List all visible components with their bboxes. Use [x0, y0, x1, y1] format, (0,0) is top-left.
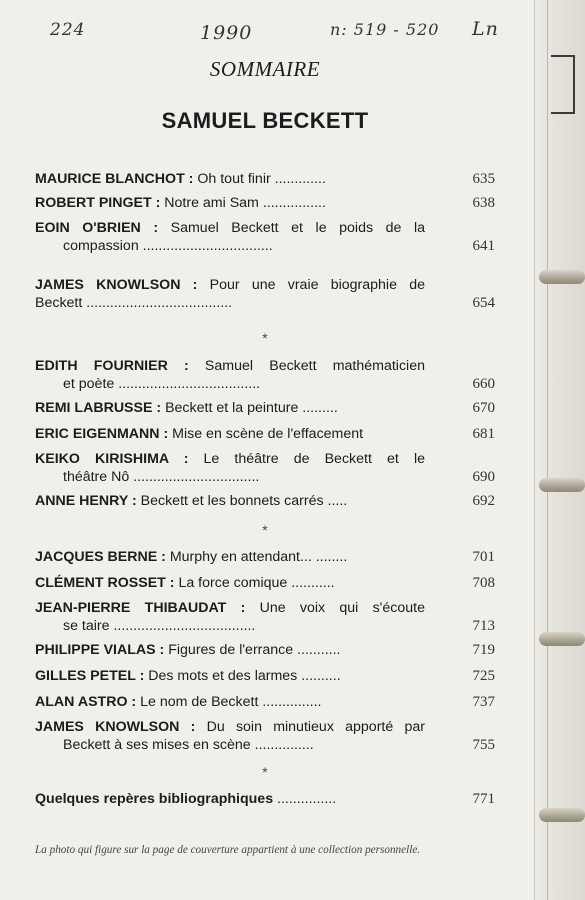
toc-entry [35, 599, 495, 635]
entry-author: Quelques repères bibliographiques [35, 791, 274, 807]
entry-title: Pour une vraie biographie de [197, 277, 425, 293]
entry-page: 771 [472, 791, 495, 807]
entry-page: 719 [472, 642, 495, 658]
entry-author: JAMES KNOWLSON : [35, 719, 196, 735]
entry-author: ANNE HENRY : [35, 493, 137, 509]
binding-bracket [551, 55, 575, 114]
handwritten-year: 1990 [200, 22, 253, 44]
issue-subject: SAMUEL BECKETT [161, 108, 369, 133]
binding-ring-4 [539, 808, 585, 822]
entry-page: 654 [472, 295, 495, 311]
page-title: SOMMAIRE [209, 57, 321, 81]
binding-ring-1 [539, 270, 585, 284]
entry-title-cont: Beckett à ses mises en scène ............... [63, 737, 314, 753]
entry-page: 690 [472, 469, 495, 485]
toc-entry [35, 399, 495, 417]
toc-entry [35, 276, 495, 312]
toc-entry [35, 574, 495, 592]
entry-title-cont: Beckett ..................................... [35, 295, 233, 311]
entry-title: Mise en scène de l'effacement [168, 426, 364, 442]
entry-author: ROBERT PINGET : [35, 195, 161, 211]
entry-title: Une voix qui s'écoute [245, 600, 425, 616]
entry-page: 725 [472, 668, 495, 684]
entry-author: JAMES KNOWLSON : [35, 277, 198, 293]
entry-title: Des mots et des larmes .......... [144, 668, 341, 684]
entry-title-cont: théâtre Nô ................................ [63, 469, 260, 485]
entry-title: La force comique ........... [174, 575, 335, 591]
toc-entry [35, 548, 495, 566]
entry-page: 681 [472, 426, 495, 442]
entry-page: 692 [472, 493, 495, 509]
entry-author: ALAN ASTRO : [35, 694, 137, 710]
entry-page: 638 [472, 195, 495, 211]
entry-author: EOIN O'BRIEN : [35, 220, 159, 236]
entry-title: Figures de l'errance ........... [164, 642, 341, 658]
entry-title: ............... [273, 791, 337, 807]
toc-entry [35, 718, 495, 754]
entry-author: EDITH FOURNIER : [35, 358, 189, 374]
entry-title: Le théâtre de Beckett et le [188, 451, 425, 467]
entry-page: 641 [472, 238, 495, 254]
entry-author: JACQUES BERNE : [35, 549, 166, 565]
entry-author: GILLES PETEL : [35, 668, 145, 684]
entry-author: CLÉMENT ROSSET : [35, 575, 175, 591]
spiral-binding [534, 0, 585, 900]
toc-entry [35, 219, 495, 255]
photo-credit: La photo qui figure sur la page de couverture appartient à une collection personnelle. [35, 844, 421, 856]
toc-entry [35, 450, 495, 486]
toc-entry [35, 492, 495, 510]
entry-author: ERIC EIGENMANN : [35, 426, 169, 442]
entry-author: JEAN-PIERRE THIBAUDAT : [35, 600, 246, 616]
handwritten-left: 224 [50, 20, 86, 40]
toc-entry [35, 425, 495, 443]
toc-entry [35, 790, 495, 808]
section-separator: * [262, 764, 268, 780]
entry-title: Samuel Beckett et le poids de la [158, 220, 425, 236]
toc-entry [35, 357, 495, 393]
binding-ring-3 [539, 632, 585, 646]
entry-title: Murphy en attendant... ........ [165, 549, 348, 565]
entry-page: 670 [472, 400, 495, 416]
entry-title-cont: compassion ................................. [63, 238, 273, 254]
entry-title: Notre ami Sam ................ [160, 195, 326, 211]
section-separator: * [262, 330, 268, 346]
entry-title-cont: se taire .................................... [63, 618, 256, 634]
entry-title-cont: et poète .................................... [63, 376, 261, 392]
entry-title: Oh tout finir ............. [193, 171, 326, 187]
entry-author: KEIKO KIRISHIMA : [35, 451, 189, 467]
entry-author: MAURICE BLANCHOT : [35, 171, 194, 187]
entry-author: REMI LABRUSSE : [35, 400, 162, 416]
entry-page: 755 [472, 737, 495, 753]
entry-title: Beckett et la peinture ......... [161, 400, 338, 416]
toc-entry [35, 170, 495, 188]
section-separator: * [262, 522, 268, 538]
entry-page: 660 [472, 376, 495, 392]
entry-title: Le nom de Beckett ............... [136, 694, 322, 710]
binding-rule [547, 0, 548, 900]
entry-page: 713 [472, 618, 495, 634]
entry-title: Samuel Beckett mathématicien [188, 358, 425, 374]
entry-title: Beckett et les bonnets carrés ..... [136, 493, 348, 509]
entry-title: Du soin minutieux apporté par [195, 719, 425, 735]
entry-page: 635 [472, 171, 495, 187]
handwritten-numbers: n: 519 - 520 [330, 20, 440, 39]
binding-ring-2 [539, 478, 585, 492]
entry-page: 737 [472, 694, 495, 710]
entry-page: 701 [472, 549, 495, 565]
toc-entry [35, 194, 495, 212]
toc-entry [35, 641, 495, 659]
toc-entry [35, 667, 495, 685]
handwritten-right: Ln [472, 18, 499, 40]
toc-entry [35, 693, 495, 711]
entry-page: 708 [472, 575, 495, 591]
entry-author: PHILIPPE VIALAS : [35, 642, 165, 658]
